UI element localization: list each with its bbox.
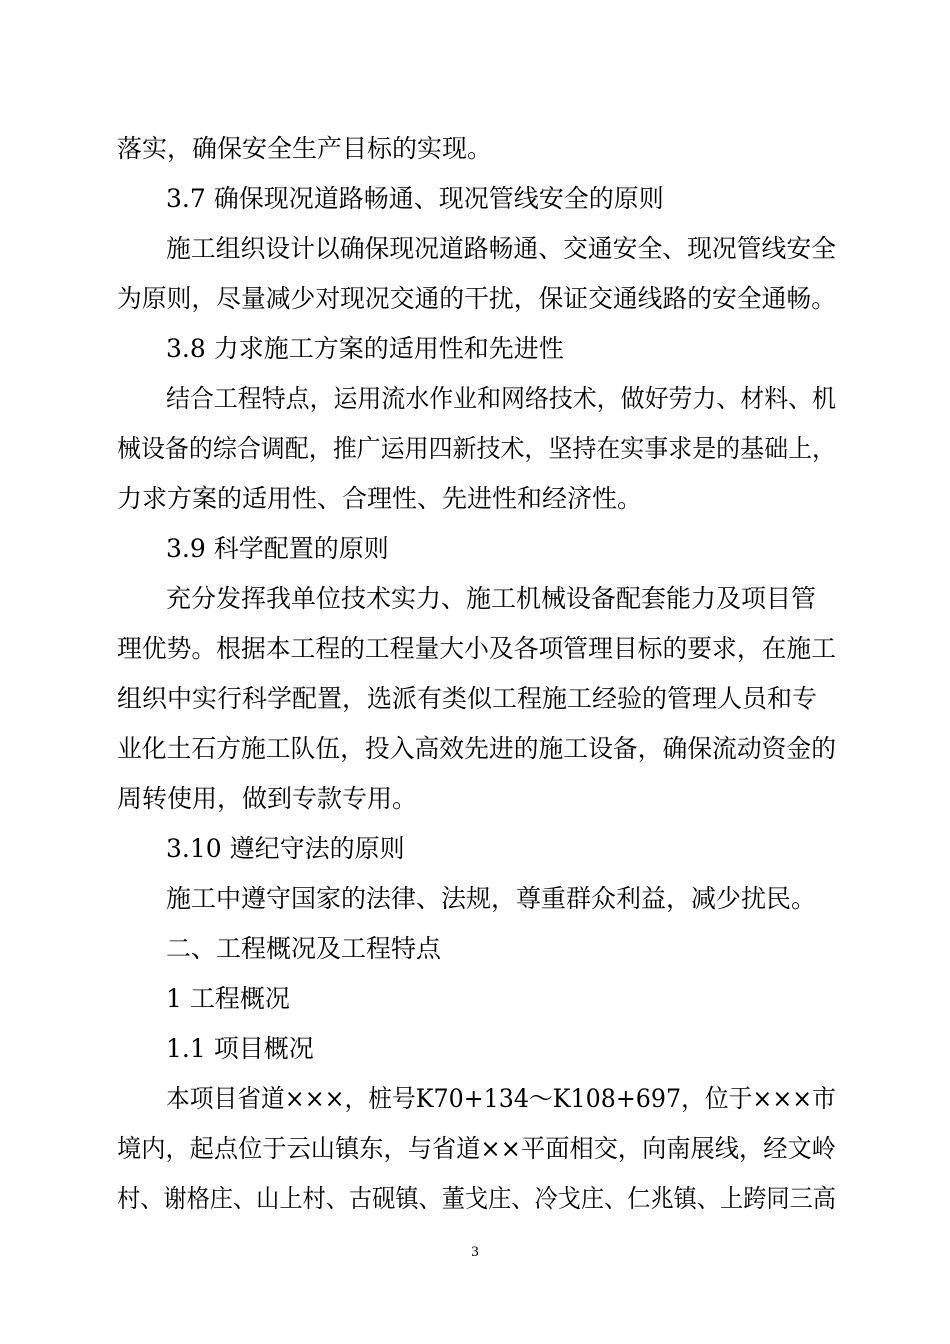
line-text: 周转使用，做到专款专用。 (117, 784, 418, 813)
text-line (0, 679, 950, 719)
section-heading (0, 1029, 950, 1069)
line-text: 组织中实行科学配置，选派有类似工程施工经验的管理人员和专 (117, 684, 818, 713)
text-line (0, 229, 950, 269)
section-heading (0, 979, 950, 1019)
line-text: 业化土石方施工队伍，投入高效先进的施工设备，确保流动资金的 (117, 734, 837, 763)
text-line (0, 579, 950, 619)
line-text: 力求方案的适用性、合理性、先进性和经济性。 (117, 484, 643, 513)
line-text: 械设备的综合调配，推广运用四新技术，坚持在实事求是的基础上， (117, 434, 837, 463)
text-line (0, 379, 950, 419)
page-number: 3 (471, 1244, 479, 1260)
heading-text: 3.9 科学配置的原则 (166, 534, 389, 563)
line-text: 为原则，尽量减少对现况交通的干扰，保证交通线路的安全通畅。 (117, 284, 837, 313)
line-text: 理优势。根据本工程的工程量大小及各项管理目标的要求，在施工 (117, 634, 837, 663)
heading-text: 1 工程概况 (166, 984, 290, 1013)
line-text: 境内，起点位于云山镇东，与省道××平面相交，向南展线，经文岭 (117, 1134, 836, 1163)
line-text: 施工组织设计以确保现况道路畅通、交通安全、现况管线安全 (166, 234, 837, 263)
chapter-heading (0, 929, 950, 969)
heading-text: 3.10 遵纪守法的原则 (166, 834, 405, 863)
text-line (0, 1129, 950, 1169)
heading-text: 3.7 确保现况道路畅通、现况管线安全的原则 (166, 184, 664, 213)
heading-text: 1.1 项目概况 (166, 1034, 314, 1063)
line-text: 落实，确保安全生产目标的实现。 (117, 134, 493, 163)
line-text: 施工中遵守国家的法律、法规，尊重群众利益，减少扰民。 (166, 884, 817, 913)
text-line (0, 479, 950, 519)
text-line (0, 1079, 950, 1119)
text-line (0, 129, 950, 169)
text-line (0, 629, 950, 669)
line-text: 结合工程特点，运用流水作业和网络技术，做好劳力、材料、机 (166, 384, 837, 413)
text-line (0, 879, 950, 919)
text-line (0, 429, 950, 469)
line-text: 充分发挥我单位技术实力、施工机械设备配套能力及项目管 (166, 584, 817, 613)
line-text: 本项目省道×××，桩号K70+134～K108+697，位于×××市 (166, 1084, 836, 1113)
section-heading (0, 829, 950, 869)
text-line (0, 729, 950, 769)
section-heading (0, 179, 950, 219)
line-text: 村、谢格庄、山上村、古砚镇、董戈庄、冷戈庄、仁兆镇、上跨同三高 (117, 1184, 837, 1213)
heading-text: 二、工程概况及工程特点 (166, 934, 442, 963)
text-line (0, 279, 950, 319)
text-line (0, 1179, 950, 1219)
section-heading (0, 329, 950, 369)
text-line (0, 779, 950, 819)
heading-text: 3.8 力求施工方案的适用性和先进性 (166, 334, 564, 363)
section-heading (0, 529, 950, 569)
